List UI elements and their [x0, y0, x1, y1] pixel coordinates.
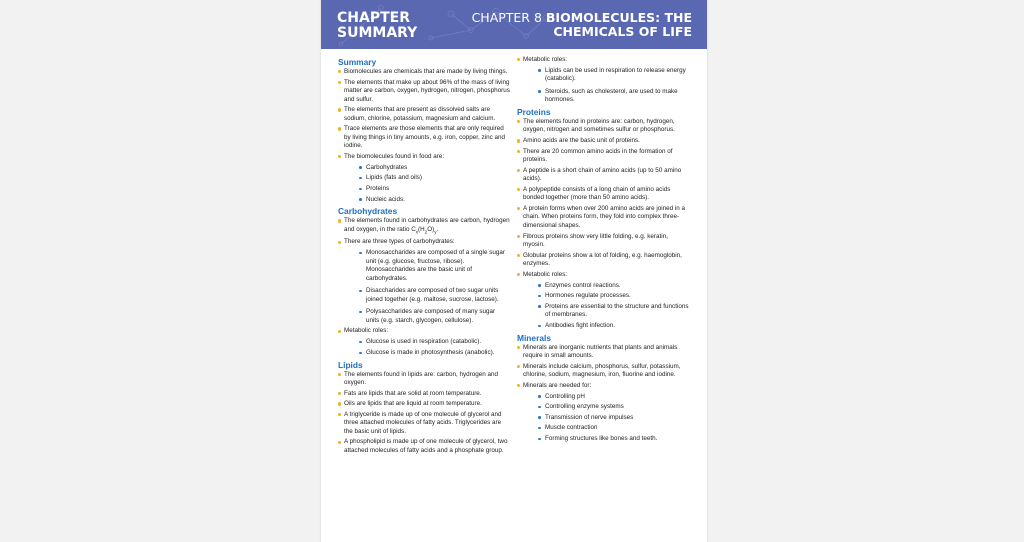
- blue-bullet-icon: [538, 427, 541, 430]
- chapter-number: CHAPTER 8: [471, 10, 546, 25]
- sub-list-item: Forming structures like bones and teeth.: [523, 435, 689, 444]
- list-item: Metabolic roles: Lipids can be used in respiration to release energy (catabolic). Steroids, such as cholesterol, are used to make hormones.: [517, 56, 689, 105]
- yellow-bullet-icon: [338, 70, 341, 73]
- yellow-bullet-icon: [338, 108, 341, 111]
- sub-list-item: Lipids can be used in respiration to release energy (catabolic).: [523, 67, 689, 84]
- yellow-bullet-icon: [338, 413, 341, 416]
- chapter-title: [442, 11, 692, 39]
- list-item: Minerals include calcium, phosphorus, sulfur, potassium, chlorine, sodium, magnesium, iron, fluorine and iodine.: [517, 363, 689, 380]
- chapter-title-line2: CHEMICALS OF LIFE: [553, 24, 692, 39]
- list-item: The elements found in proteins are: carbon, hydrogen, oxygen, nitrogen and sometimes sulfur or phosphorus.: [517, 118, 689, 135]
- sub-list-item: Proteins: [344, 185, 510, 194]
- section-heading-summary: Summary: [338, 57, 377, 67]
- yellow-bullet-icon: [338, 155, 341, 158]
- list-item: A peptide is a short chain of amino acids (up to 50 amino acids).: [517, 167, 689, 184]
- sub-list-item: Disaccharides are composed of two sugar units joined together (e.g. maltose, sucrose, lactose).: [344, 287, 510, 304]
- sub-list-item: Monosaccharides are composed of a single sugar unit (e.g. glucose, fructose, ribose). Monosaccharides are the basic unit of carbohydrates.: [344, 249, 510, 283]
- summary-list: [338, 68, 510, 204]
- yellow-bullet-icon: [338, 219, 341, 222]
- carbohydrates-list: [338, 217, 510, 357]
- left-column: [338, 56, 510, 458]
- mineral-needs-sublist: [523, 393, 689, 444]
- blue-bullet-icon: [359, 352, 362, 355]
- sub-list-item: Glucose is used in respiration (catabolic).: [344, 338, 510, 347]
- chapter-title-line1: BIOMOLECULES: THE: [545, 10, 692, 25]
- right-column: [517, 56, 689, 446]
- yellow-bullet-icon: [338, 241, 341, 244]
- yellow-bullet-icon: [338, 373, 341, 376]
- sub-list-item: Hormones regulate processes.: [523, 292, 689, 301]
- yellow-bullet-icon: [517, 365, 520, 368]
- yellow-bullet-icon: [517, 188, 520, 191]
- sub-list-item: Transmission of nerve impulses: [523, 414, 689, 423]
- sub-list-item: Lipids (fats and oils): [344, 174, 510, 183]
- blue-bullet-icon: [538, 69, 541, 72]
- section-heading-minerals: Minerals: [517, 332, 551, 343]
- list-item: The elements that make up about 96% of the mass of living matter are carbon, oxygen, hydrogen, nitrogen, phosphorus and sulfur.: [338, 79, 510, 105]
- yellow-bullet-icon: [517, 120, 520, 123]
- list-item: A phospholipid is made up of one molecule of glycerol, two attached molecules of fatty acids and a phosphate group.: [338, 438, 510, 455]
- blue-bullet-icon: [538, 438, 541, 441]
- blue-bullet-icon: [359, 166, 362, 169]
- blue-bullet-icon: [359, 198, 362, 201]
- list-item: Fats are lipids that are solid at room temperature.: [338, 390, 510, 399]
- list-item: Globular proteins show a lot of folding, e.g. haemoglobin, enzymes.: [517, 252, 689, 269]
- yellow-bullet-icon: [338, 392, 341, 395]
- yellow-bullet-icon: [517, 150, 520, 153]
- list-item: Metabolic roles: Enzymes control reactions. Hormones regulate processes. Proteins are essential to the structure and functions of membranes. Antibodies fight infection.: [517, 271, 689, 331]
- yellow-bullet-icon: [338, 81, 341, 84]
- list-item: Biomolecules are chemicals that are made by living things.: [338, 68, 510, 77]
- list-item: The biomolecules found in food are: Carbohydrates Lipids (fats and oils) Proteins Nucleic acids.: [338, 153, 510, 204]
- blue-bullet-icon: [359, 290, 362, 293]
- carbohydrate-roles-sublist: [344, 338, 510, 357]
- yellow-bullet-icon: [517, 139, 520, 142]
- sub-list-item: Polysaccharides are composed of many sugar units (e.g. starch, glycogen, cellulose).: [344, 308, 510, 325]
- sub-list-item: Glucose is made in photosynthesis (anabolic).: [344, 349, 510, 358]
- list-item: A polypeptide consists of a long chain of amino acids bonded together (more than 50 amino acids).: [517, 186, 689, 203]
- list-item: Minerals are inorganic nutrients that plants and animals require in small amounts.: [517, 344, 689, 361]
- blue-bullet-icon: [538, 416, 541, 419]
- carbohydrate-types-sublist: [344, 249, 510, 325]
- blue-bullet-icon: [359, 311, 362, 314]
- yellow-bullet-icon: [517, 58, 520, 61]
- list-item: There are 20 common amino acids in the formation of proteins.: [517, 148, 689, 165]
- blue-bullet-icon: [538, 90, 541, 93]
- yellow-bullet-icon: [338, 441, 341, 444]
- blue-bullet-icon: [538, 295, 541, 298]
- list-item: A protein forms when over 200 amino acids are joined in a chain. When proteins form, they fold into complex three-dimensional shapes.: [517, 205, 689, 231]
- section-heading-proteins: Proteins: [517, 106, 551, 117]
- lipids-list: [338, 371, 510, 456]
- sub-list-item: Antibodies fight infection.: [523, 322, 689, 331]
- blue-bullet-icon: [538, 395, 541, 398]
- blue-bullet-icon: [359, 252, 362, 255]
- chapter-label-line2: SUMMARY: [337, 25, 418, 41]
- yellow-bullet-icon: [517, 273, 520, 276]
- list-item: Minerals are needed for: Controlling pH Controlling enzyme systems Transmission of nerve impulses Muscle contraction Forming structures like bones and teeth.: [517, 382, 689, 444]
- minerals-list: [517, 344, 689, 444]
- section-heading-carbohydrates: Carbohydrates: [338, 206, 398, 217]
- list-item: There are three types of carbohydrates: Monosaccharides are composed of a single sugar unit (e.g. glucose, fructose, ribose). Monosaccharides are the basic unit of carbohydrates. Disaccharides are composed of two sugar units joined together (e.g. maltose, sucrose, lactose). Polysaccharides are composed of many sugar units (e.g. starch, glycogen, cellulose).: [338, 238, 510, 325]
- sub-list-item: Carbohydrates: [344, 164, 510, 173]
- yellow-bullet-icon: [517, 346, 520, 349]
- blue-bullet-icon: [359, 177, 362, 180]
- yellow-bullet-icon: [517, 254, 520, 257]
- list-item: The elements found in lipids are: carbon, hydrogen and oxygen.: [338, 371, 510, 388]
- sub-list-item: Steroids, such as cholesterol, are used to make hormones.: [523, 88, 689, 105]
- list-item: Amino acids are the basic unit of proteins.: [517, 137, 689, 146]
- yellow-bullet-icon: [517, 207, 520, 210]
- list-item: Fibrous proteins show very little folding, e.g. keratin, myosin.: [517, 233, 689, 250]
- sub-list-item: Controlling pH: [523, 393, 689, 402]
- list-item: Oils are lipids that are liquid at room temperature.: [338, 400, 510, 409]
- protein-roles-sublist: [523, 282, 689, 331]
- list-item: Trace elements are those elements that are only required by living things in tiny amounts, e.g. iron, copper, zinc and iodine.: [338, 125, 510, 151]
- blue-bullet-icon: [538, 325, 541, 328]
- lipid-roles-list: [517, 56, 689, 105]
- chapter-label-line1: CHAPTER: [337, 10, 410, 26]
- list-item: The elements found in carbohydrates are carbon, hydrogen and oxygen, in the ratio $C_x(H_2O)_y$.: [338, 217, 510, 236]
- proteins-list: [517, 118, 689, 330]
- yellow-bullet-icon: [517, 384, 520, 387]
- chapter-summary-page: [321, 0, 707, 542]
- chapter-banner: [321, 0, 707, 49]
- list-item: The elements that are present as dissolved salts are sodium, chlorine, potassium, magnesium and calcium.: [338, 106, 510, 123]
- yellow-bullet-icon: [338, 330, 341, 333]
- lipid-roles-sublist: [523, 67, 689, 105]
- list-item: A triglyceride is made up of one molecule of glycerol and three attached molecules of fatty acids. Triglycerides are the basic unit of lipids.: [338, 411, 510, 437]
- blue-bullet-icon: [538, 305, 541, 308]
- blue-bullet-icon: [359, 341, 362, 344]
- sub-list-item: Nucleic acids.: [344, 196, 510, 205]
- chapter-summary-label: [337, 11, 427, 41]
- sub-list-item: Muscle contraction: [523, 424, 689, 433]
- blue-bullet-icon: [538, 284, 541, 287]
- sub-list-item: Controlling enzyme systems: [523, 403, 689, 412]
- food-sublist: [344, 164, 510, 204]
- list-item: Metabolic roles: Glucose is used in respiration (catabolic). Glucose is made in photosynthesis (anabolic).: [338, 327, 510, 357]
- yellow-bullet-icon: [338, 402, 341, 405]
- sub-list-item: Enzymes control reactions.: [523, 282, 689, 291]
- yellow-bullet-icon: [517, 169, 520, 172]
- blue-bullet-icon: [359, 188, 362, 191]
- yellow-bullet-icon: [338, 127, 341, 130]
- yellow-bullet-icon: [517, 235, 520, 238]
- section-heading-lipids: Lipids: [338, 359, 363, 370]
- blue-bullet-icon: [538, 406, 541, 409]
- sub-list-item: Proteins are essential to the structure and functions of membranes.: [523, 303, 689, 320]
